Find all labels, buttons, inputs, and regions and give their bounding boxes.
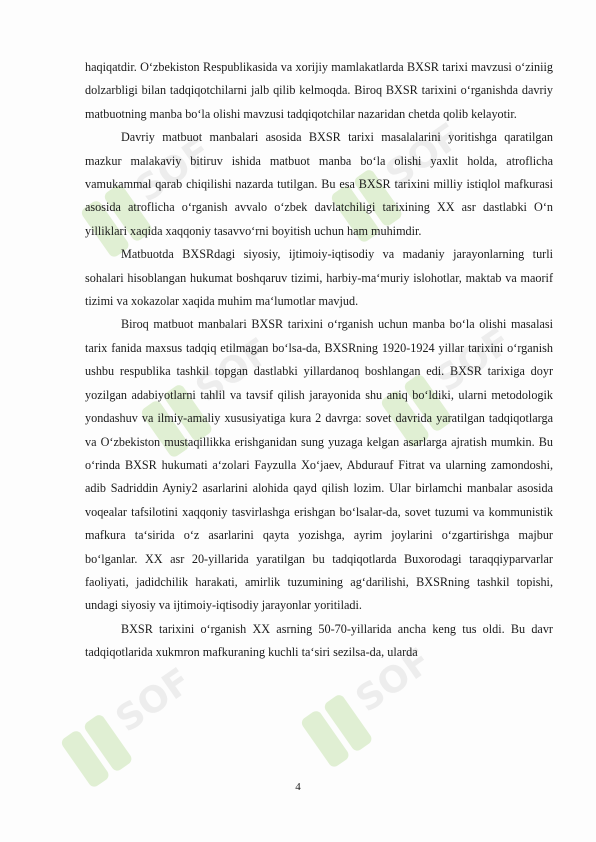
paragraph-1: haqiqatdir. O‘zbekiston Respublikasida va xorijiy mamlakatlarda BXSR tarixi mavzusi o‘ziniig dolzarbligi bilan tadqiqotchilarni jalb qilib kelmoqda. Biroq BXSR tarixini o‘rganishda davriy matbuotning manba bo‘la olishi mavzusi tadqiqotchilar nazaridan chetda qolib kelayotir. bbox=[85, 60, 553, 121]
svg-text:SOF: SOF bbox=[188, 330, 279, 411]
document-body bbox=[85, 56, 553, 665]
paragraph-4: Biroq matbuot manbalari BXSR tarixini o‘rganish uchun manba bo‘la olishi masalasi tarix fanida maxsus tadqiq etilmagan bo‘lsa-da, BXSRning 1920-1924 yillar tarixini o‘rganish ushbu respublika tashkil topgan dastlabki yillardanoq boshlangan edi. BXSR tarixiga doyr yozilgan adabiyotlarni tahlil va tavsif qilish jarayonida shu aniq bo‘ldiki, ularni metodologik yondashuv va ilmiy-amaliy xususiyatiga kura 2 davrga: sovet davrida yaratilgan tadqiqotlarga va O‘zbekiston mustaqillikka erishganidan sung yuzaga kelgan asarlarga ajratish mumkin. Bu o‘rinda BXSR hukumati a‘zolari Fayzulla Xo‘jaev, Abdurauf Fitrat va ularning zamondoshi, adib Sadriddin Ayniy2 asarlarini alohida qayd qilish lozim. Ular birlamchi manbalar asosida voqealar tafsilotini xaqqoniy tasvirlashga erishgan bo‘lsalar-da, sovet tuzumi va kommunistik mafkura ta‘sirida o‘z asarlarini qayta yozishga, ayrim joylarini o‘zgartirishga majbur bo‘lganlar. XX asr 20-yillarida yaratilgan bu tadqiqotlarda Buxorodagi taraqqiyparvarlar faoliyati, jadidchilik harakati, amirlik tuzumining ag‘darilishi, BXSRning tashkil topishi, undagi siyosiy va ijtimoiy-iqtisodiy jarayonlar yoritiladi. bbox=[85, 317, 553, 613]
paragraph-5: BXSR tarixini o‘rganish XX asrning 50-70-yillarida ancha keng tus oldi. Bu davr tadqiqotlarida xukmron mafkuraning kuchli ta‘siri sezilsa-da, ularda bbox=[85, 621, 553, 660]
svg-text:SOF: SOF bbox=[108, 660, 199, 741]
page-number: 4 bbox=[295, 781, 301, 793]
paragraph-2: Davriy matbuot manbalari asosida BXSR tarixi masalalarini yoritishga qaratilgan mazkur malakaviy bitiruv ishida matbuot manba bo‘la olishi yaxlit holda, atroflicha vamukammal qarab chiqilishi nazarda tutilgan. Bu esa BXSR tarixini milliy istiqlol mafkurasi asosida atroflicha o‘rganish avvalo o‘zbek davlatchiligi tarixining XX asr dastlabki O‘n yilliklari xaqida xaqqoniy tasavvo‘rni boyitish uchun ham muhimdir. bbox=[85, 130, 553, 238]
paragraph-3: Matbuotda BXSRdagi siyosiy, ijtimoiy-iqtisodiy va madaniy jarayonlarning turli sohalari hisoblangan hukumat boshqaruv tizimi, harbiy-ma‘muriy islohotlar, maktab va maorif tizimi va xokazolar xaqida muhim ma‘lumotlar mavjud. bbox=[85, 247, 553, 309]
svg-text:SOF: SOF bbox=[348, 640, 439, 721]
svg-text:SOF: SOF bbox=[428, 320, 519, 401]
svg-text:SOF: SOF bbox=[378, 115, 469, 196]
svg-text:SOF: SOF bbox=[128, 130, 219, 211]
